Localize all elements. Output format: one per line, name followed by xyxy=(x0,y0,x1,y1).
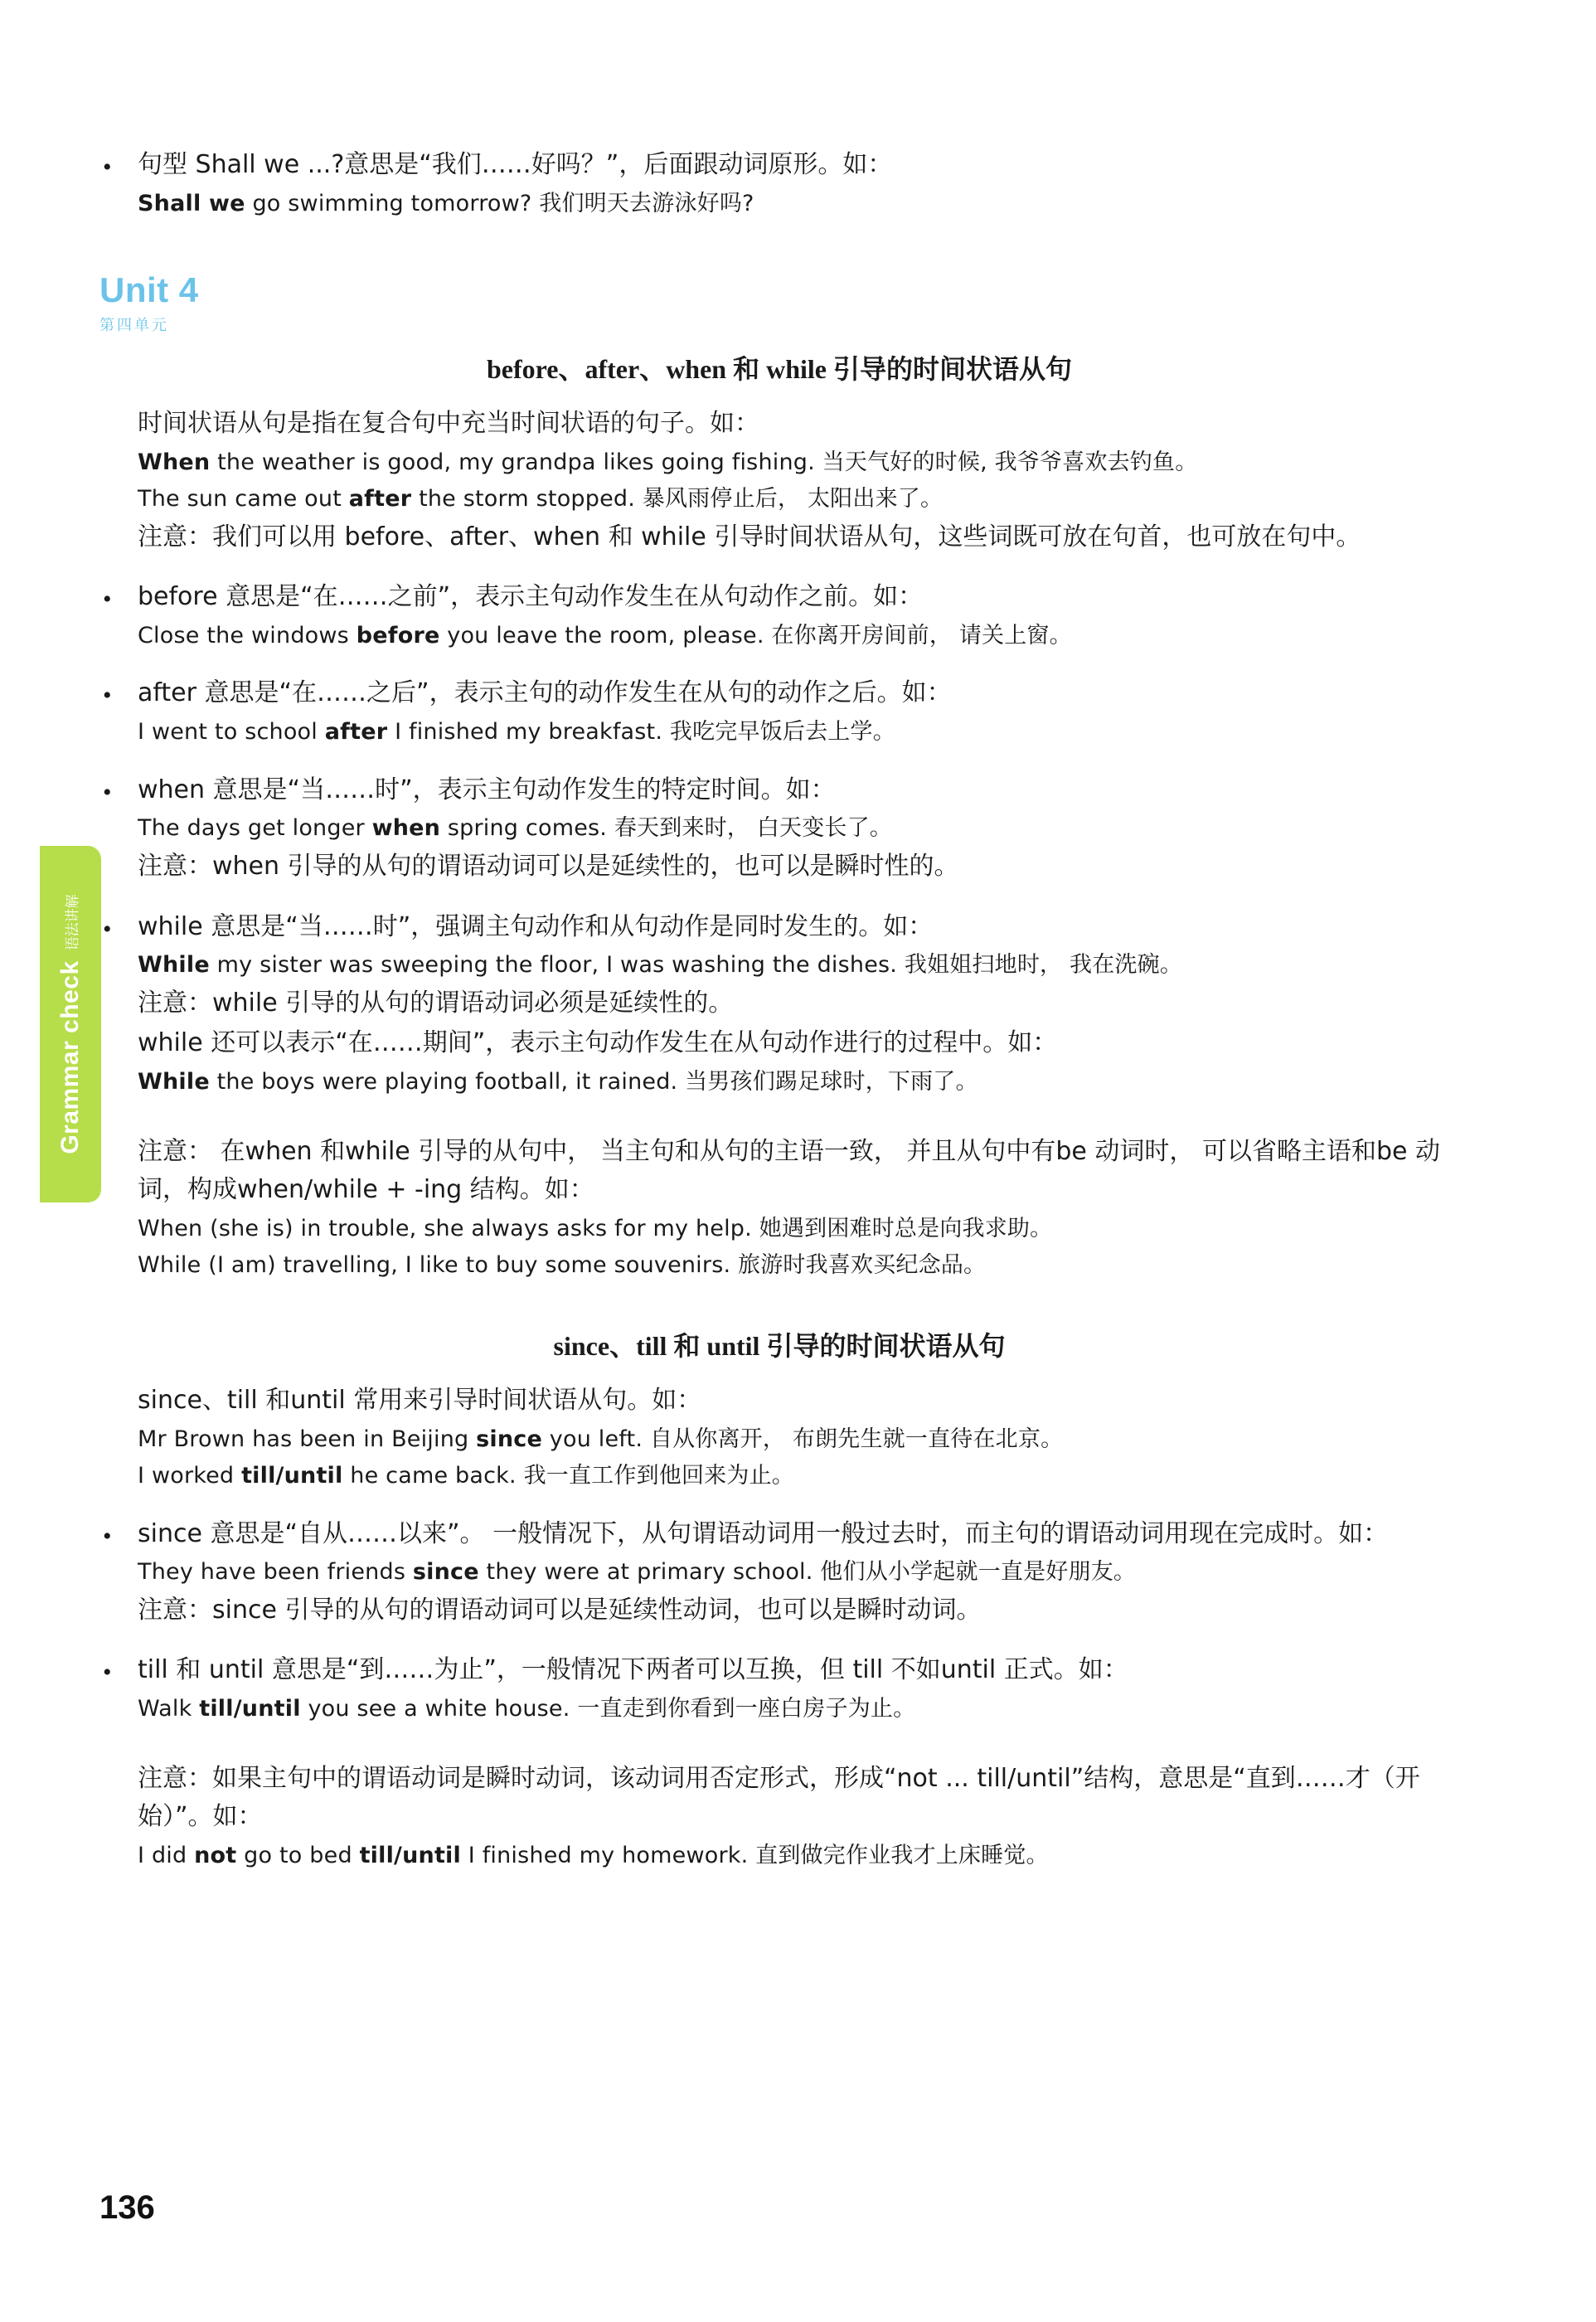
since-example-pre: They have been friends xyxy=(138,1559,413,1586)
section-title-2: since、till 和 until 引导的时间状语从句 xyxy=(553,1331,1006,1362)
while-example2-rest: the boys were playing football, it rained. 当男孩们踢足球时，下雨了。 xyxy=(209,1068,978,1095)
section1-final-example-2: While (I am) travelling, I like to buy some souvenirs. 旅游时我喜欢买纪念品。 xyxy=(138,1251,987,1278)
shall-we-explanation: 句型 Shall we ...?意思是“我们……好吗？”，后面跟动词原形。如： xyxy=(138,150,893,179)
while-example-2 xyxy=(138,1065,1459,1100)
bullet-content xyxy=(138,908,1459,1101)
section2-intro-text: since、till 和until 常用来引导时间状语从句。如： xyxy=(138,1386,702,1416)
before-example-pre: Close the windows xyxy=(138,622,357,649)
while-example2-bold: While xyxy=(138,1068,210,1095)
bullet-marker: • xyxy=(103,1522,112,1550)
bullet-after xyxy=(99,674,1459,751)
when-explanation: when 意思是“当……时”，表示主句动作发生的特定时间。如： xyxy=(138,775,836,804)
example1-rest: the weather is good, my grandpa likes going fishing. 当天气好的时候, 我爷爷喜欢去钓鱼。 xyxy=(210,449,1198,475)
when-example-pre: The days get longer xyxy=(138,815,372,842)
s2-final-rest: I finished my homework. 直到做完作业我才上床睡觉。 xyxy=(460,1842,1049,1868)
while-example-bold: While xyxy=(138,952,210,979)
when-example-rest: spring comes. 春天到来时， 白天变长了。 xyxy=(440,815,893,842)
s2-example1-rest: you left. 自从你离开， 布朗先生就一直待在北京。 xyxy=(542,1426,1064,1452)
example2-pre: The sun came out xyxy=(138,485,349,512)
bullet-marker: • xyxy=(103,153,112,181)
till-example-pre: Walk xyxy=(138,1695,200,1722)
section1-intro-text: 时间状语从句是指在复合句中充当时间状语的句子。如： xyxy=(138,409,759,439)
till-until-example xyxy=(138,1692,1459,1727)
before-example-rest: you leave the room, please. 在你离开房间前， 请关上窗。 xyxy=(439,622,1072,649)
bullet-content xyxy=(138,1515,1459,1632)
example2-bold: after xyxy=(348,485,412,512)
when-note: 注意：when 引导的从句的谓语动词可以是延续性的，也可以是瞬时性的。 xyxy=(138,852,959,882)
while-explanation: while 意思是“当……时”，强调主句动作和从句动作是同时发生的。如： xyxy=(138,911,934,941)
page-content xyxy=(99,141,1459,1875)
side-tab-label-group xyxy=(40,846,101,1202)
since-note: 注意：since 引导的从句的谓语动词可以是延续性动词，也可以是瞬时动词。 xyxy=(138,1595,982,1625)
s2-final-mid: go to bed xyxy=(236,1842,360,1868)
while-example-rest: my sister was sweeping the floor, I was washing the dishes. 我姐姐扫地时， 我在洗碗。 xyxy=(209,952,1183,979)
section2-intro-example-1 xyxy=(138,1422,1459,1457)
after-example xyxy=(138,715,1459,750)
section2-intro-example-2 xyxy=(138,1459,1459,1494)
side-tab-label-en: Grammar check xyxy=(56,960,84,1154)
after-example-bold: after xyxy=(324,718,388,745)
s2-example1-pre: Mr Brown has been in Beijing xyxy=(138,1426,477,1452)
section-title-1: before、after、when 和 while 引导的时间状语从句 xyxy=(486,354,1072,385)
after-example-rest: I finished my breakfast. 我吃完早饭后去上学。 xyxy=(387,718,895,745)
shall-we-example-bold: Shall we xyxy=(138,190,245,216)
side-tab-label-cn: 语法讲解 xyxy=(64,894,81,951)
s2-final-bold1: not xyxy=(194,1842,237,1868)
section2-final-example xyxy=(138,1839,1459,1873)
unit-subtitle: 第四单元 xyxy=(99,317,169,335)
bullet-since xyxy=(99,1515,1459,1632)
section1-intro xyxy=(138,405,1459,556)
since-example-bold: since xyxy=(412,1559,479,1586)
while-explanation-2: while 还可以表示“在……期间”，表示主句动作发生在从句动作进行的过程中。如： xyxy=(138,1028,1058,1058)
bullet-when xyxy=(99,771,1459,888)
section1-intro-example-2 xyxy=(138,482,1459,517)
bullet-content xyxy=(138,1651,1459,1727)
section2-final-note: 注意：如果主句中的谓语动词是瞬时动词，该动词用否定形式，形成“not ... till/until”结构，意思是“直到……才（开始）”。如： xyxy=(138,1763,1420,1832)
s2-example2-rest: he came back. 我一直工作到他回来为止。 xyxy=(342,1462,794,1489)
section1-intro-example-1 xyxy=(138,445,1459,480)
section1-final-example-1: When (she is) in trouble, she always asks for my help. 她遇到困难时总是向我求助。 xyxy=(138,1215,1053,1241)
before-example-bold: before xyxy=(356,622,440,649)
bullet-till-until xyxy=(99,1651,1459,1727)
after-explanation: after 意思是“在……之后”，表示主句的动作发生在从句的动作之后。如： xyxy=(138,678,952,708)
bullet-marker: • xyxy=(103,682,112,710)
section1-intro-note: 注意：我们可以用 before、after、when 和 while 引导时间状语从句，这些词既可放在句首，也可放在句中。 xyxy=(138,522,1361,551)
bullet-content xyxy=(138,578,1459,654)
bullet-while xyxy=(99,908,1459,1101)
when-example xyxy=(138,811,1459,846)
section1-final-note: 注意： 在when 和while 引导的从句中， 当主句和从句的主语一致， 并且从句中有be 动词时， 可以省略主语和be 动词，构成when/while + -ing 结构。如： xyxy=(138,1136,1440,1205)
page-number: 136 xyxy=(99,2189,155,2226)
s2-example2-pre: I worked xyxy=(138,1462,242,1489)
bullet-before xyxy=(99,578,1459,654)
since-explanation: since 意思是“自从……以来”。 一般情况下，从句谓语动词用一般过去时，而主句的谓语动词用现在完成时。如： xyxy=(138,1518,1389,1548)
unit-title: Unit 4 xyxy=(99,270,199,310)
bullet-content xyxy=(138,146,1459,222)
bullet-marker: • xyxy=(103,585,112,614)
till-until-explanation: till 和 until 意思是“到……为止”，一般情况下两者可以互换，但 till 不如until 正式。如： xyxy=(138,1655,1128,1685)
before-explanation: before 意思是“在……之前”，表示主句动作发生在从句动作之前。如： xyxy=(138,582,924,612)
side-tab-grammar-check xyxy=(40,846,101,1202)
bullet-marker: • xyxy=(103,1659,112,1687)
while-example xyxy=(138,948,1459,983)
bullet-content xyxy=(138,674,1459,751)
bullet-marker: • xyxy=(103,915,112,943)
s2-final-bold2: till/until xyxy=(359,1842,461,1868)
s2-example2-bold: till/until xyxy=(241,1462,343,1489)
bullet-shall-we xyxy=(99,146,1459,222)
till-example-bold: till/until xyxy=(199,1695,301,1722)
s2-final-pre: I did xyxy=(138,1842,195,1868)
unit-heading xyxy=(99,270,1459,335)
while-note: 注意：while 引导的从句的谓语动词必须是延续性的。 xyxy=(138,988,734,1018)
before-example xyxy=(138,619,1459,653)
shall-we-example-rest: go swimming tomorrow? 我们明天去游泳好吗? xyxy=(245,190,754,216)
section2-final-note-block xyxy=(138,1760,1459,1873)
s2-example1-bold: since xyxy=(476,1426,543,1452)
shall-we-example xyxy=(138,187,1459,221)
since-example-rest: they were at primary school. 他们从小学起就一直是好朋友。 xyxy=(478,1559,1137,1586)
section2-intro xyxy=(138,1382,1459,1493)
example1-bold: When xyxy=(138,449,211,475)
when-example-bold: when xyxy=(371,815,441,842)
since-example xyxy=(138,1555,1459,1590)
till-example-rest: you see a white house. 一直走到你看到一座白房子为止。 xyxy=(300,1695,916,1722)
section1-final-note-block xyxy=(138,1133,1459,1283)
bullet-marker: • xyxy=(103,778,112,806)
example2-rest: the storm stopped. 暴风雨停止后， 太阳出来了。 xyxy=(411,485,944,512)
after-example-pre: I went to school xyxy=(138,718,325,745)
bullet-content xyxy=(138,771,1459,888)
